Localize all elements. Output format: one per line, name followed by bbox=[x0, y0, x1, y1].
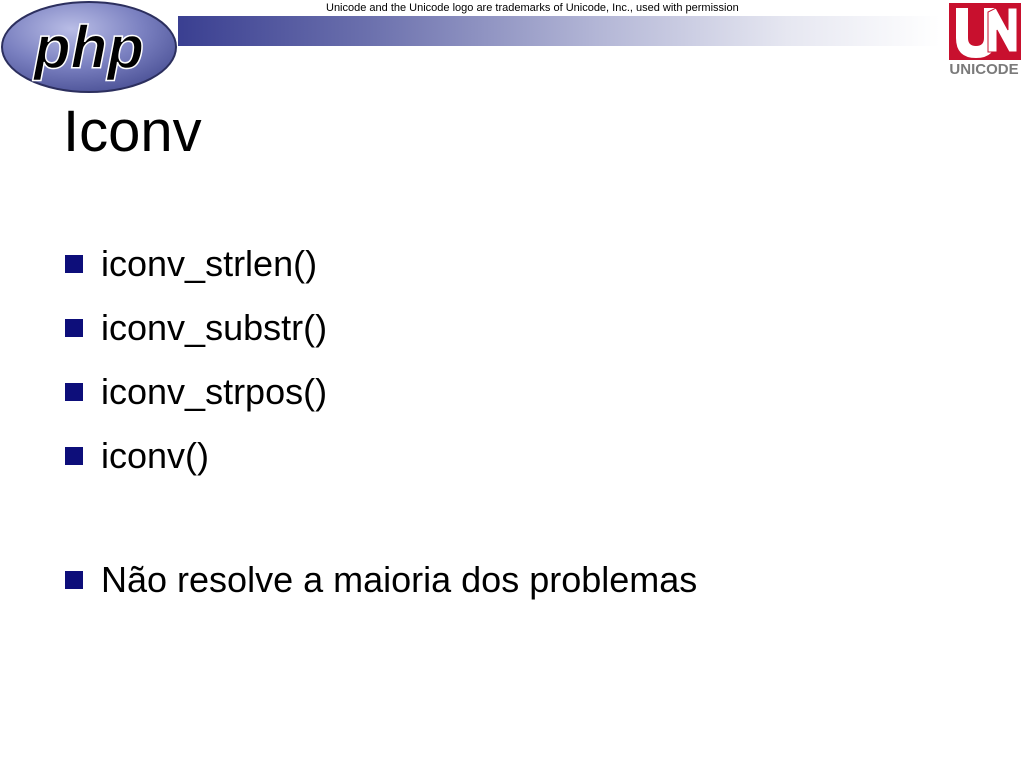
php-logo-text: php bbox=[34, 14, 144, 81]
trademark-notice: Unicode and the Unicode logo are trademarks of Unicode, Inc., used with permission bbox=[326, 2, 739, 14]
bullet-item bbox=[60, 424, 697, 488]
bullet-item bbox=[60, 360, 697, 424]
square-bullet-icon bbox=[65, 319, 83, 337]
unicode-logo-text: UNICODE bbox=[949, 61, 1019, 78]
header-gradient-bar bbox=[178, 16, 940, 46]
bullet-text: iconv_strpos() bbox=[101, 371, 328, 412]
bullet-item bbox=[60, 296, 697, 360]
bullet-text: iconv_strlen() bbox=[101, 243, 318, 284]
square-bullet-icon bbox=[65, 571, 83, 589]
square-bullet-icon bbox=[65, 447, 83, 465]
bullet-text: Não resolve a maioria dos problemas bbox=[101, 559, 698, 600]
bullet-list bbox=[60, 232, 697, 612]
bullet-item bbox=[60, 232, 697, 296]
php-logo bbox=[0, 0, 180, 96]
square-bullet-icon bbox=[65, 255, 83, 273]
bullet-item bbox=[60, 548, 697, 612]
bullet-text: iconv() bbox=[101, 435, 210, 476]
slide-title: Iconv bbox=[63, 99, 202, 164]
unicode-logo bbox=[944, 0, 1024, 80]
square-bullet-icon bbox=[65, 383, 83, 401]
bullet-text: iconv_substr() bbox=[101, 307, 328, 348]
